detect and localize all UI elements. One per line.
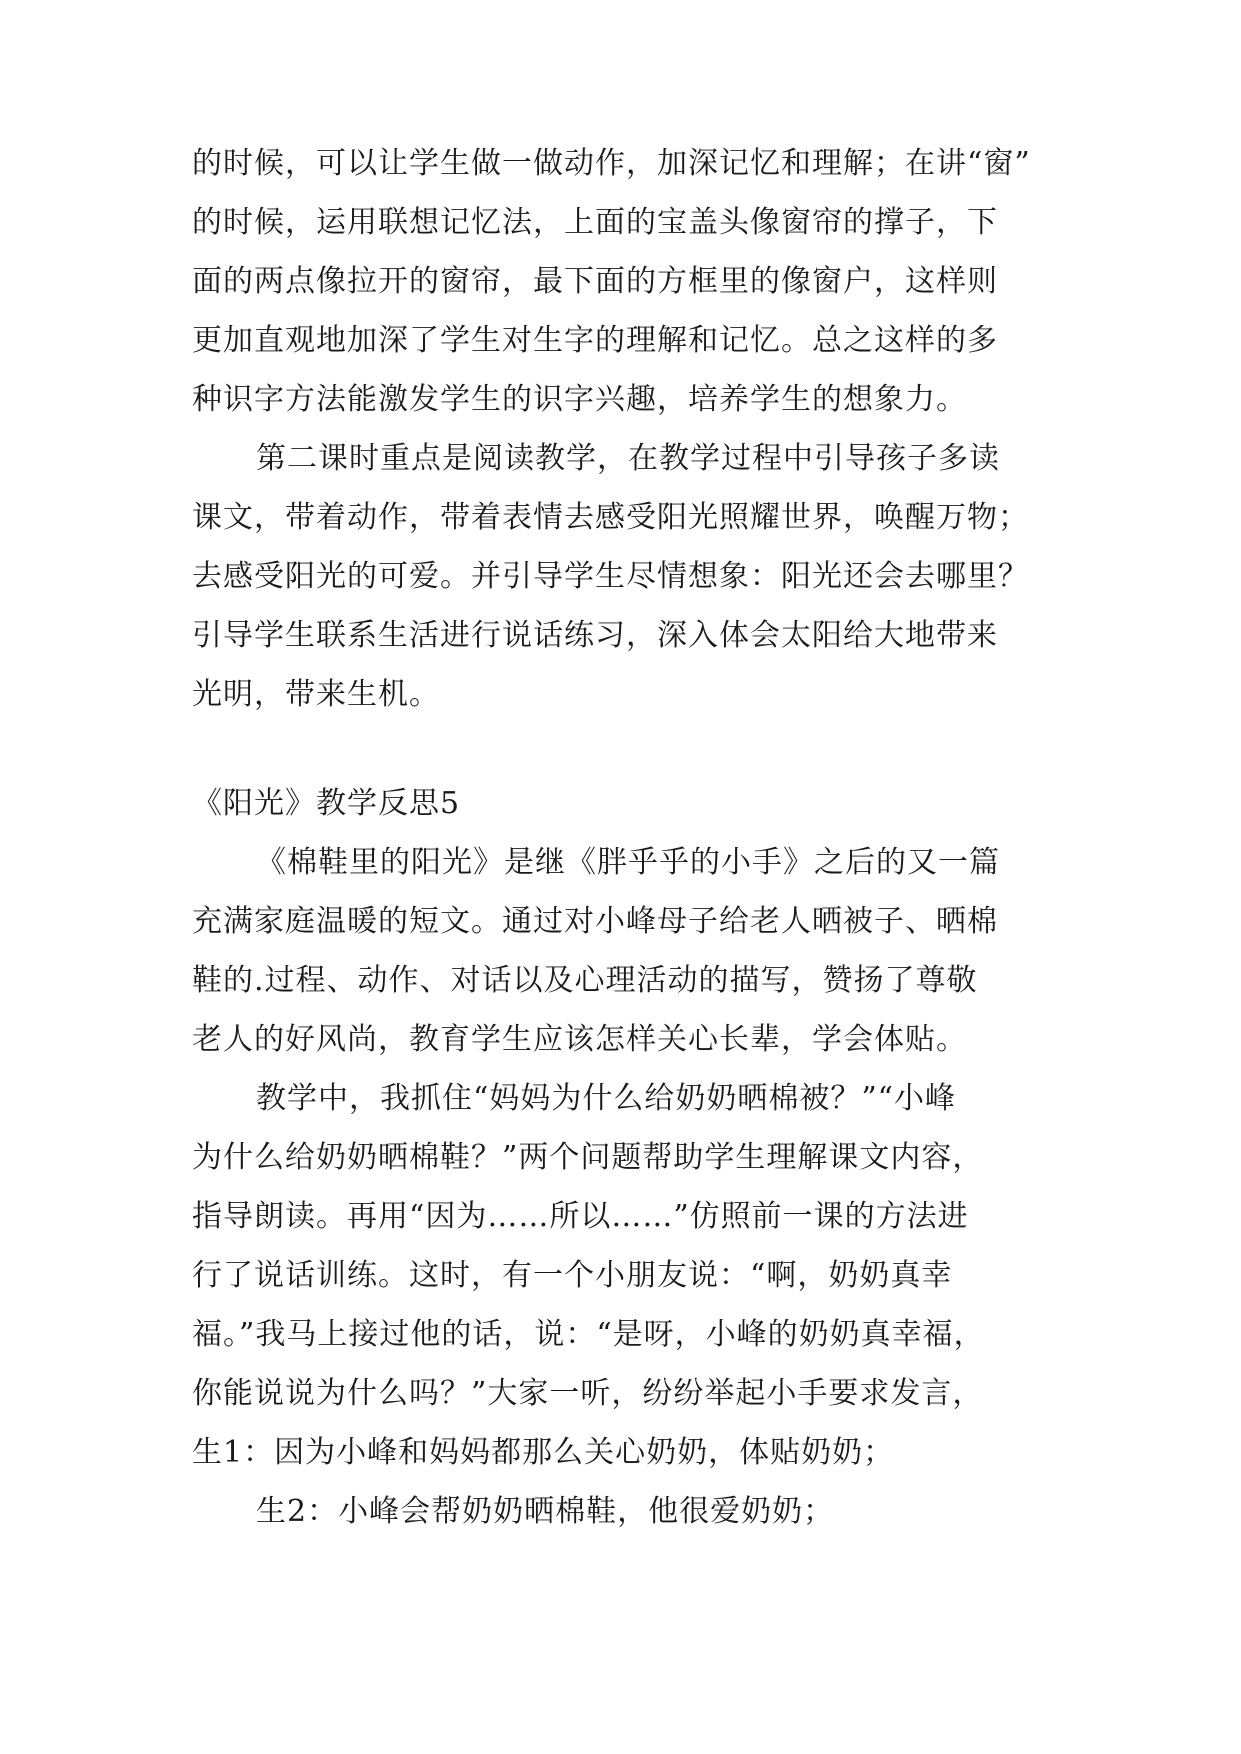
- text-line: 的时候，可以让学生做一做动作，加深记忆和理解；在讲“窗”: [192, 146, 1031, 181]
- text-line: 老人的好风尚，教育学生应该怎样关心长辈，学会体贴。: [192, 1022, 967, 1057]
- text-line: 引导学生联系生活进行说话练习，深入体会太阳给大地带来: [192, 618, 998, 653]
- text-line: 光明，带来生机。: [192, 677, 440, 712]
- text-line: 行了说话训练。这时，有一个小朋友说：“啊，奶奶真幸: [192, 1258, 953, 1293]
- paragraph-first-line: 生2：小峰会帮奶奶晒棉鞋，他很爱奶奶；: [256, 1494, 835, 1529]
- paragraph-first-line: 《棉鞋里的阳光》是继《胖乎乎的小手》之后的又一篇: [256, 845, 1000, 880]
- paragraph-first-line: 第二课时重点是阅读教学，在教学过程中引导孩子多读: [256, 441, 1000, 476]
- text-line: 种识字方法能激发学生的识字兴趣，培养学生的想象力。: [192, 382, 967, 417]
- text-line: 课文，带着动作，带着表情去感受阳光照耀世界，唤醒万物；: [192, 500, 1029, 535]
- text-line: 的时候，运用联想记忆法，上面的宝盖头像窗帘的撑子，下: [192, 205, 998, 240]
- text-line: 鞋的.过程、动作、对话以及心理活动的描写，赞扬了尊敬: [192, 963, 978, 998]
- text-line: 更加直观地加深了学生对生字的理解和记忆。总之这样的多: [192, 323, 998, 358]
- text-line: 指导朗读。再用“因为……所以……”仿照前一课的方法进: [192, 1199, 969, 1234]
- text-line: 你能说说为什么吗？”大家一听，纷纷举起小手要求发言，: [192, 1376, 984, 1411]
- text-line: 为什么给奶奶晒棉鞋？”两个问题帮助学生理解课文内容，: [192, 1140, 984, 1175]
- text-line: 生1：因为小峰和妈妈都那么关心奶奶，体贴奶奶；: [192, 1435, 895, 1470]
- text-line: 面的两点像拉开的窗帘，最下面的方框里的像窗户，这样则: [192, 264, 998, 299]
- text-line: 充满家庭温暖的短文。通过对小峰母子给老人晒被子、晒棉: [192, 904, 998, 939]
- text-line: 去感受阳光的可爱。并引导学生尽情想象：阳光还会去哪里？: [192, 559, 1029, 594]
- text-line: 福。”我马上接过他的话，说：“是呀，小峰的奶奶真幸福，: [192, 1317, 985, 1352]
- paragraph-first-line: 教学中，我抓住“妈妈为什么给奶奶晒棉被？”“小峰: [256, 1081, 957, 1116]
- section-heading: 《阳光》教学反思5: [192, 786, 461, 821]
